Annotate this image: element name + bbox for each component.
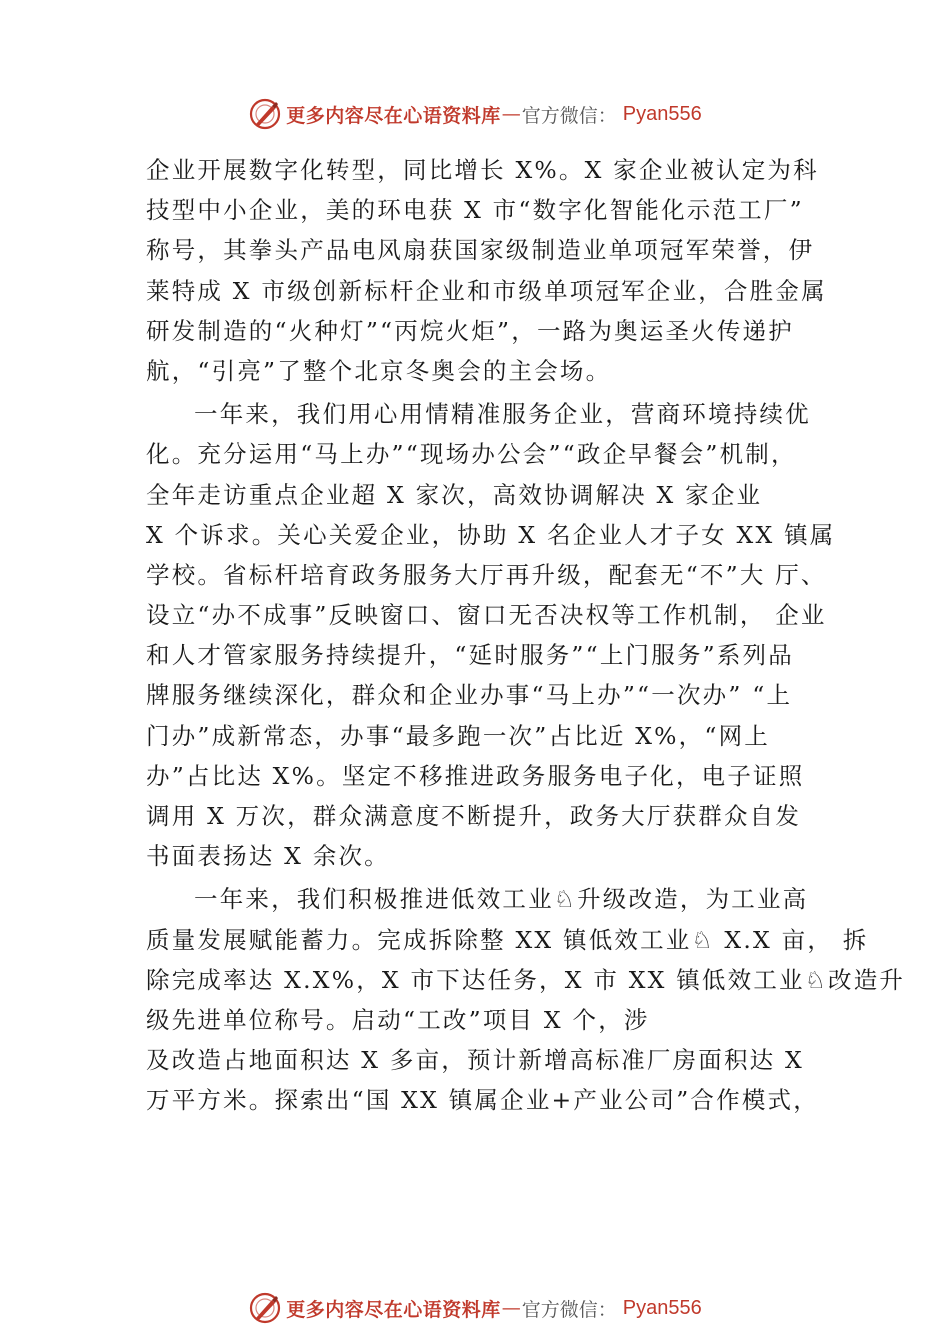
text-line: 级先进单位称号。启动“工改”项目 X 个，涉 [146, 1005, 650, 1034]
text-line: 全年走访重点企业超 X 家次，高效协调解决 X 家企业 [146, 480, 763, 509]
text-line: 牌服务继续深化，群众和企业办事“马上办”“一次办” “上 [146, 681, 793, 710]
text-line: 质量发展赋能蓄力。完成拆除整 XX 镇低效工业♘ X.X 亩， 拆 [146, 925, 869, 954]
watermark-id: Pyan556 [622, 1296, 702, 1319]
watermark-brand: 更多内容尽在心语资料库 [286, 104, 501, 127]
text-line: 一年来，我们用心用情精准服务企业，营商环境持续优 [194, 400, 811, 429]
text-line: 及改造占地面积达 X 多亩，预计新增高标准厂房面积达 X [146, 1046, 804, 1075]
text-line: 称号，其拳头产品电风扇获国家级制造业单项冠军荣誉，伊 [146, 236, 815, 265]
text-line: 门办”成新常态，办事“最多跑一次”占比近 X%，“网上 [146, 721, 770, 750]
text-line: 和人才管家服务持续提升，“延时服务”“上门服务”系列品 [146, 641, 794, 670]
text-line: 研发制造的“火种灯”“丙烷火炬”，一路为奥运圣火传递护 [146, 316, 794, 345]
watermark-banner-top [0, 94, 950, 134]
watermark-banner-bottom [0, 1288, 950, 1328]
text-line: X 个诉求。关心关爱企业，协助 X 名企业人才子女 XX 镇属 [146, 520, 836, 549]
watermark-label: 官方微信： [521, 104, 617, 127]
paragraph-2 [146, 394, 836, 876]
text-line: 设立“办不成事”反映窗口、窗口无否决权等工作机制， 企业 [146, 601, 827, 630]
paragraph-1 [146, 150, 836, 391]
document-body [146, 150, 906, 1121]
text-line: 办”占比达 X%。坚定不移推进政务服务电子化，电子证照 [146, 761, 805, 790]
text-line: 技型中小企业，美的环电获 X 市“数字化智能化示范工厂” [146, 196, 804, 225]
text-line: 企业开展数字化转型，同比增长 X%。X 家企业被认定为科 [146, 156, 819, 184]
watermark-separator: — [501, 103, 521, 125]
brand-logo-icon [248, 1291, 282, 1325]
watermark-label: 官方微信： [521, 1298, 617, 1321]
brand-logo-icon [248, 97, 282, 131]
text-line: 除完成率达 X.X%，X 市下达任务，X 市 XX 镇低效工业♘改造升 [146, 965, 906, 994]
text-line: 化。充分运用“马上办”“现场办公会”“政企早餐会”机制， [146, 440, 797, 469]
text-line: 学校。省标杆培育政务服务大厅再升级，配套无“不”大 厅、 [146, 560, 827, 589]
text-line: 万平方米。探索出“国 XX 镇属企业+产业公司”合作模式， [146, 1086, 819, 1115]
watermark-brand: 更多内容尽在心语资料库 [286, 1298, 501, 1321]
paragraph-3 [146, 879, 906, 1120]
text-line: 一年来，我们积极推进低效工业♘升级改造，为工业高 [194, 885, 809, 914]
watermark-id: Pyan556 [622, 102, 702, 125]
text-line: 书面表扬达 X 余次。 [146, 842, 390, 871]
text-line: 莱特成 X 市级创新标杆企业和市级单项冠军企业，合胜金属 [146, 276, 827, 305]
text-line: 航，“引亮”了整个北京冬奥会的主会场。 [146, 356, 612, 385]
text-line: 调用 X 万次，群众满意度不断提升，政务大厅获群众自发 [146, 802, 802, 830]
watermark-separator: — [501, 1297, 521, 1319]
